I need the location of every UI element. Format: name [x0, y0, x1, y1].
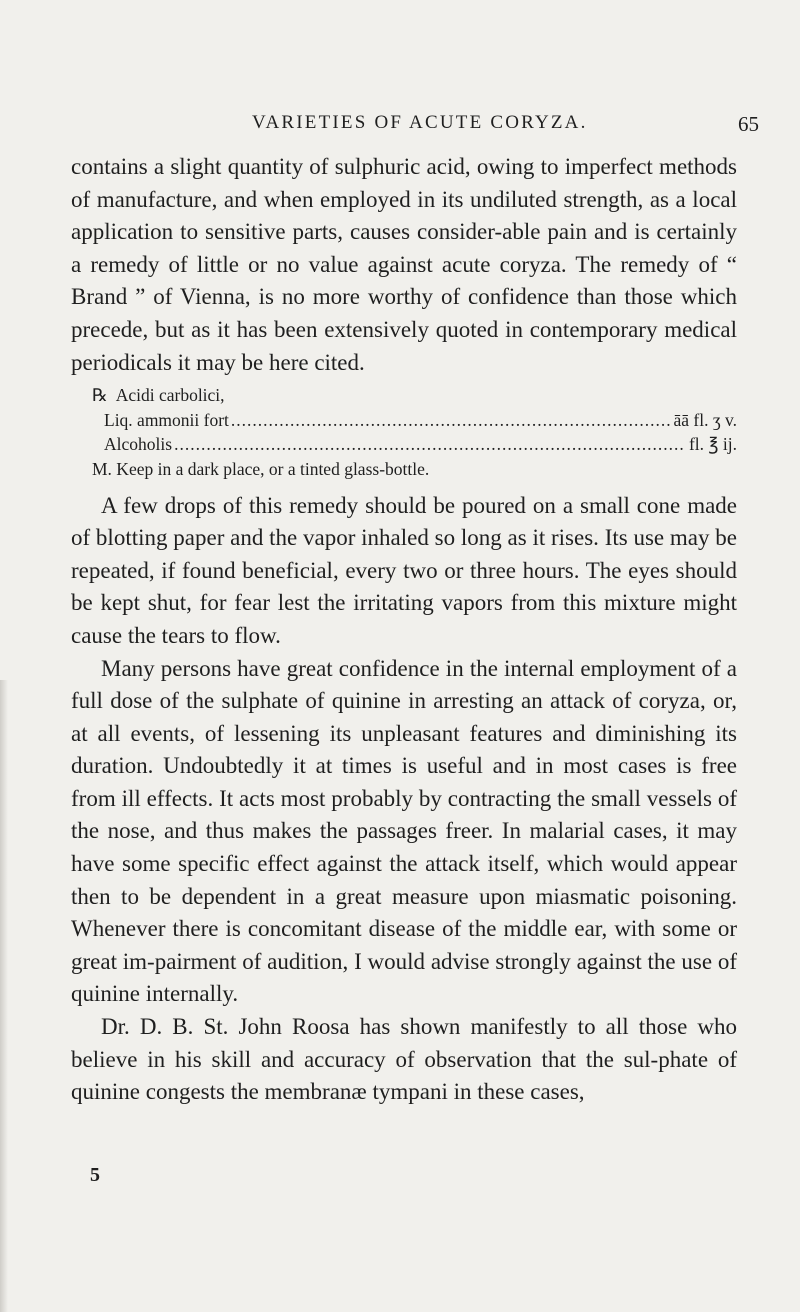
dot-leader: [174, 432, 685, 457]
rx-symbol: ℞: [92, 385, 108, 406]
signature-mark: 5: [90, 1164, 100, 1186]
page-edge-shadow: [0, 680, 8, 1312]
prescription: [71, 383, 737, 481]
amount-3: fl. ℥ ij.: [688, 434, 737, 455]
dot-leader: [231, 408, 670, 433]
ingredient-2: Liq. ammonii fort: [104, 409, 229, 430]
page-header: [0, 112, 800, 142]
paragraph-3: Many persons have great confidence in the internal employment of a full dose of the sulphate of quinine in arresting an attack of coryza, or, at all events, of lessening its unpleasant features and diminishing its duration. Undoubtedly it at times is useful and in most cases is free from ill effects. It acts most probably by contracting the small vessels of the nose, and thus makes the passages freer. In malarial cases, it may have some specific effect against the attack itself, which would appear then to be dependent in a great measure upon miasmatic poisoning. Whenever there is concomitant disease of the middle ear, with some or great im-pairment of audition, I would advise strongly against the use of quinine internally.: [71, 655, 737, 1007]
paragraph-1: contains a slight quantity of sulphuric acid, owing to imperfect methods of manufacture, and when employed in its undiluted strength, as a local application to sensitive parts, causes consider-able pain and is certainly a remedy of little or no value against acute coryza. The remedy of “ Brand ” of Vienna, is no more worthy of confidence than those which precede, but as it has been extensively quoted in contemporary medical periodicals it may be here cited.: [71, 154, 737, 375]
amount-2: āā fl. ʒ v.: [673, 409, 737, 430]
ingredient-1: Acidi carbolici,: [115, 385, 225, 406]
recipe-line-1: [92, 383, 737, 408]
paragraph-2: A few drops of this remedy should be poured on a small cone made of blotting paper and the vapor inhaled so long as it rises. Its use may be repeated, if found beneficial, every two or three hours. The eyes should be kept shut, for fear lest the irritating vapors from this mixture might cause the tears to flow.: [71, 492, 737, 648]
paragraph-4: Dr. D. B. St. John Roosa has shown manifestly to all those who believe in his skill and accuracy of observation that the sul-phate of quinine congests the membranæ tympani in these cases,: [71, 1014, 737, 1105]
running-head: VARIETIES OF ACUTE CORYZA.: [252, 112, 588, 133]
page-number: 65: [738, 112, 759, 136]
recipe-line-2: [92, 408, 737, 433]
directions-text: M. Keep in a dark place, or a tinted glass-bottle.: [92, 458, 430, 479]
recipe-directions: [92, 457, 737, 482]
recipe-line-3: [92, 432, 737, 457]
ingredient-3: Alcoholis: [104, 434, 173, 455]
body-text: [71, 151, 737, 1109]
